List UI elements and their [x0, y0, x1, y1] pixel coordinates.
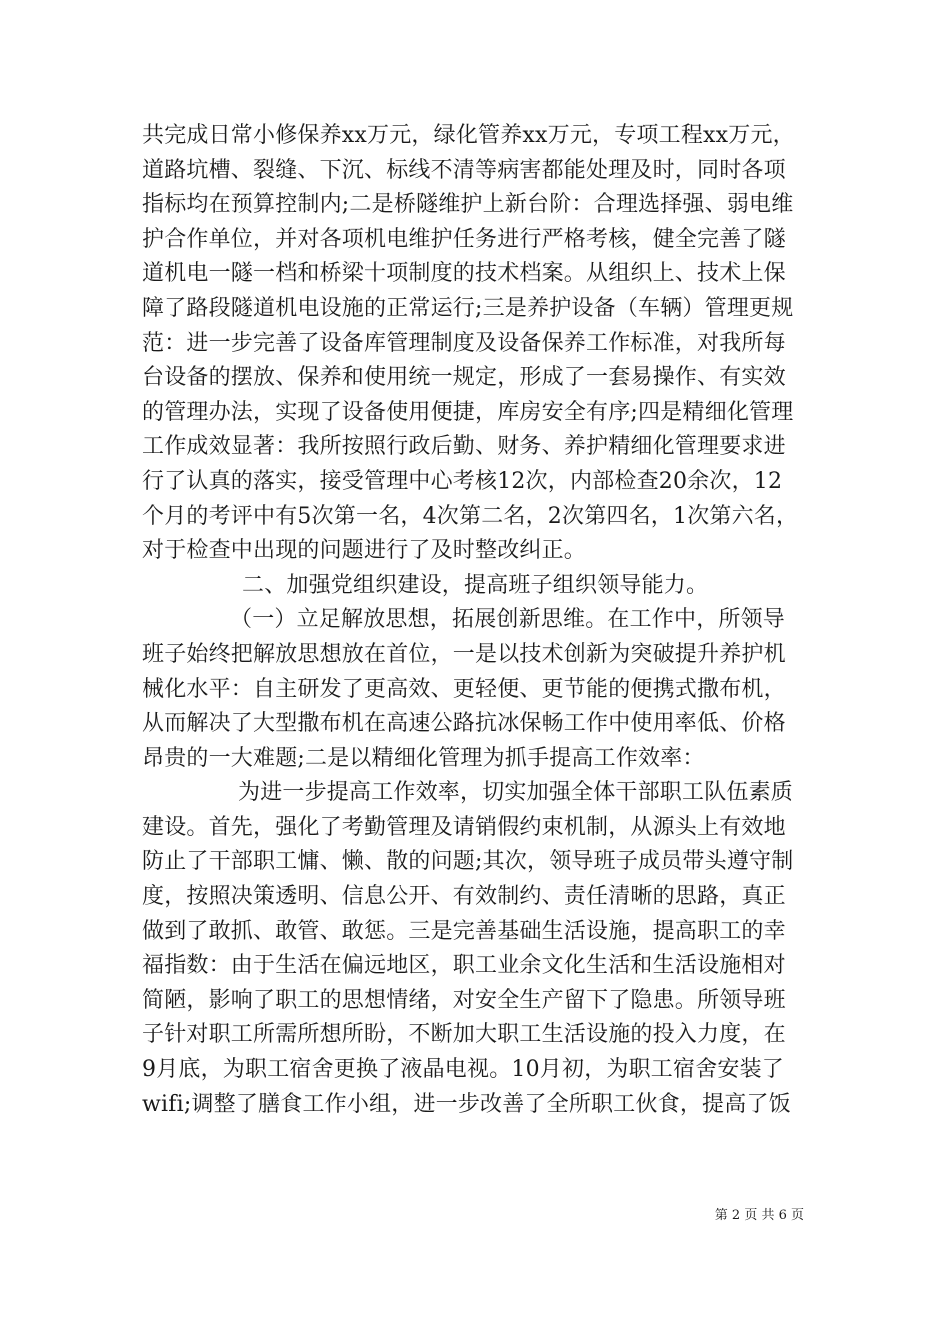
- text-line: 建设。首先，强化了考勤管理及请销假约束机制，从源头上有效地: [142, 814, 786, 840]
- text-line: 从而解决了大型撒布机在高速公路抗冰保畅工作中使用率低、价格: [142, 711, 786, 737]
- text-line: 对于检查中出现的问题进行了及时整改纠正。: [142, 538, 587, 564]
- text-line: wifi;调整了膳食工作小组，进一步改善了全所职工伙食，提高了饭: [142, 1091, 791, 1117]
- text-line: 班子始终把解放思想放在首位，一是以技术创新为突破提升养护机: [142, 641, 786, 667]
- text-line: 障了路段隧道机电设施的正常运行;三是养护设备（车辆）管理更规: [142, 295, 794, 321]
- text-line: 台设备的摆放、保养和使用统一规定，形成了一套易操作、有实效: [142, 365, 786, 391]
- text-line: 防止了干部职工慵、懒、散的问题;其次，领导班子成员带头遵守制: [142, 849, 794, 875]
- text-line: 指标均在预算控制内;二是桥隧维护上新台阶：合理选择强、弱电维: [142, 192, 794, 218]
- text-line: 护合作单位，并对各项机电维护任务进行严格考核，健全完善了隧: [142, 226, 786, 252]
- section-heading: 二、加强党组织建设，提高班子组织领导能力。: [242, 572, 709, 598]
- text-line: 工作成效显著：我所按照行政后勤、财务、养护精细化管理要求进: [142, 434, 786, 460]
- text-line: 度，按照决策透明、信息公开、有效制约、责任清晰的思路，真正: [142, 884, 786, 910]
- text-line: 简陋，影响了职工的思想情绪，对安全生产留下了隐患。所领导班: [142, 987, 786, 1013]
- text-line: 昂贵的一大难题;二是以精细化管理为抓手提高工作效率：: [142, 745, 705, 771]
- page-number: 第 2 页 共 6 页: [714, 1208, 804, 1223]
- paragraph-start: 为进一步提高工作效率，切实加强全体干部职工队伍素质: [238, 780, 794, 806]
- body-text: [142, 119, 832, 1122]
- text-line: 9月底，为职工宿舍更换了液晶电视。10月初，为职工宿舍安装了: [142, 1057, 784, 1083]
- text-line: 械化水平：自主研发了更高效、更轻便、更节能的便携式撒布机，: [142, 676, 786, 702]
- text-line: 道机电一隧一档和桥梁十项制度的技术档案。从组织上、技术上保: [142, 261, 786, 287]
- text-line: 子针对职工所需所想所盼，不断加大职工生活设施的投入力度，在: [142, 1022, 786, 1048]
- text-line: 行了认真的落实，接受管理中心考核12次，内部检查20余次，12: [142, 468, 783, 494]
- text-line: 道路坑槽、裂缝、下沉、标线不清等病害都能处理及时，同时各项: [142, 157, 786, 183]
- text-line: 共完成日常小修保养xx万元，绿化管养xx万元，专项工程xx万元，: [142, 123, 795, 148]
- text-line: 做到了敢抓、敢管、敢惩。三是完善基础生活设施，提高职工的幸: [142, 918, 786, 944]
- text-line: 福指数：由于生活在偏远地区，职工业余文化生活和生活设施相对: [142, 953, 786, 979]
- text-line: 个月的考评中有5次第一名，4次第二名，2次第四名，1次第六名，: [142, 503, 799, 529]
- text-line: 的管理办法，实现了设备使用便捷，库房安全有序;四是精细化管理: [142, 399, 794, 425]
- subsection-heading: （一）立足解放思想，拓展创新思维。在工作中，所领导: [230, 607, 786, 633]
- text-line: 范：进一步完善了设备库管理制度及设备保养工作标准，对我所每: [142, 330, 786, 356]
